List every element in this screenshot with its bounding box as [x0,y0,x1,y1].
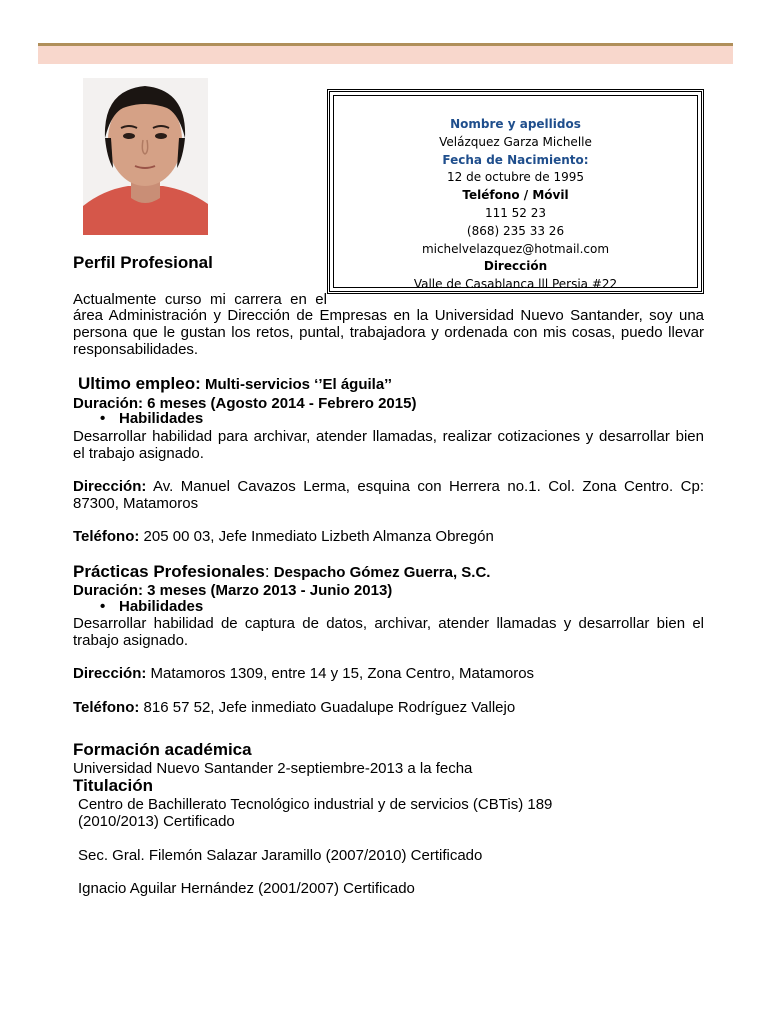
last-job-skills: Desarrollar habilidad para archivar, atender llamadas, realizar cotizaciones y desarrollar bien el trabajo asignado. [73,428,704,462]
education-item-1b: (2010/2013) Certificado [78,813,235,830]
last-job-heading: Ultimo empleo: [78,374,201,393]
education-heading: Formación académica [73,740,252,759]
home-address: Valle de Casablanca lll Persia #22 [413,277,618,292]
internship-duration: Duración: 3 meses (Marzo 2013 - Junio 2013) [73,582,393,599]
education-item-3: Ignacio Aguilar Hernández (2001/2007) Certificado [78,880,415,897]
last-job-duration: Duración: 6 meses (Agosto 2014 - Febrero 2015) [73,395,417,412]
last-job-skills-label: Habilidades [119,410,204,427]
birth-date: 12 de octubre de 1995 [447,170,584,185]
email: michelvelazquez@hotmail.com [421,241,610,256]
full-name: Velázquez Garza Michelle [439,134,592,149]
address-label: Dirección [483,259,548,274]
internship-phone-label: Teléfono: [73,699,140,716]
phone-number-2: (868) 235 33 26 [466,223,565,238]
internship-skills-label: Habilidades [119,598,204,615]
internship-address-value: Matamoros 1309, entre 14 y 15, Zona Centro, Matamoros [146,665,535,682]
name-label: Nombre y apellidos [450,117,581,131]
profile-text: área Administración y Dirección de Empresas en la Universidad Nuevo Santander, soy una persona que le gustan los retos, puntal, trabajadora y ordenada con mis cosas, puedo llevar responsabilidades. [73,307,704,358]
header-band [38,43,733,64]
internship-heading-line [73,563,704,581]
internship-address [73,665,704,682]
last-job-skills-bullet: • Habilidades [100,410,204,427]
education-item-2: Sec. Gral. Filemón Salazar Jaramillo (2007/2010) Certificado [78,847,483,864]
profile-heading: Perfil Profesional [73,253,213,272]
last-job-phone [73,528,704,545]
last-job-company: Multi-servicios ‘’El águila’’ [204,376,392,393]
internship-skills: Desarrollar habilidad de captura de datos, archivar, atender llamadas y desarrollar bien el trabajo asignado. [73,615,704,649]
internship-colon: : [264,562,270,581]
titulacion-heading: Titulación [73,776,153,795]
profile-photo [83,78,208,235]
internship-phone [73,699,704,716]
internship-address-label: Dirección: [73,665,147,682]
birth-label: Fecha de Nacimiento: [442,152,589,167]
internship-company: Despacho Gómez Guerra, S.C. [269,564,491,581]
phone-number-1: 111 52 23 [484,205,547,220]
education-item-1a: Centro de Bachillerato Tecnológico industrial y de servicios (CBTis) 189 [78,796,553,813]
internship-phone-value: 816 57 52, Jefe inmediato Guadalupe Rodríguez Vallejo [139,699,516,716]
last-job-address-label: Dirección: [73,478,147,495]
profile-text-line1: Actualmente curso mi carrera en el [73,291,327,308]
last-job-phone-label: Teléfono: [73,528,140,545]
last-job-phone-value: 205 00 03, Jefe Inmediato Lizbeth Almanza Obregón [139,528,494,545]
last-job-address [73,478,704,512]
last-job-address-value: Av. Manuel Cavazos Lerma, esquina con Herrera no.1. Col. Zona Centro. Cp: 87300, Matamoros [73,478,704,512]
education-university: Universidad Nuevo Santander 2-septiembre-2013 a la fecha [73,760,473,777]
last-job-heading-line [73,375,704,393]
phone-label: Teléfono / Móvil [462,188,569,203]
internship-heading: Prácticas Profesionales [73,562,265,581]
internship-skills-bullet: • Habilidades [100,598,204,615]
